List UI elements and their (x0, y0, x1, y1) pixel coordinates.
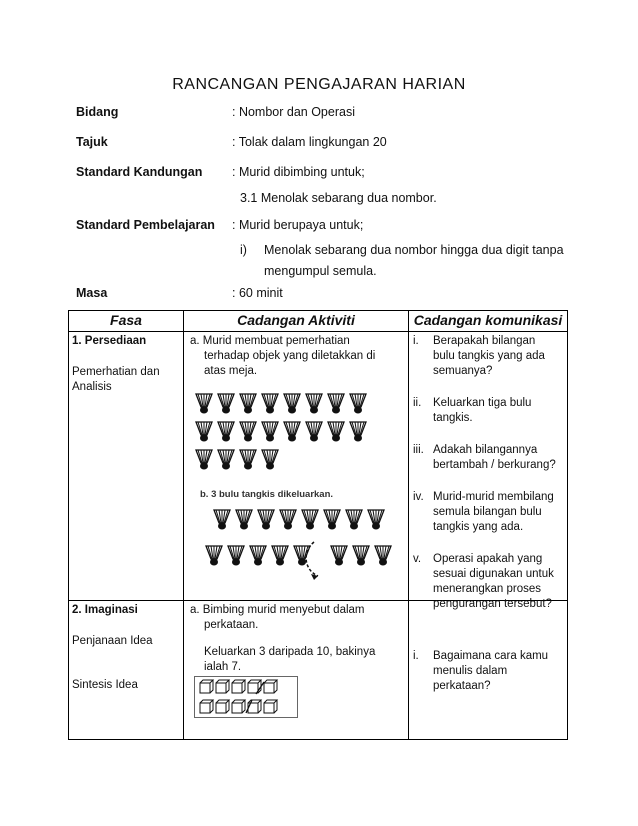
comm-item-line: tangkis yang ada. (433, 521, 524, 533)
comm-item-line: bulu tangkis yang ada (433, 350, 545, 362)
row2-activity-b2: ialah 7. (204, 661, 242, 673)
shuttlecock-icon (294, 546, 310, 566)
row2-comm-line3: perkataan? (433, 680, 491, 692)
comm-item-line: bertambah / berkurang? (433, 459, 556, 471)
lesson-table (68, 310, 568, 740)
row2-comm-cell (409, 601, 568, 740)
comm-item-line: semula bilangan bulu (433, 506, 542, 518)
row2-comm-number: i. (413, 650, 419, 662)
row1-comm-cell (409, 332, 568, 610)
comm-item-line: sesuai digunakan untuk (433, 568, 554, 580)
comm-item-line: semuanya? (433, 365, 493, 377)
masa-value: : 60 minit (232, 286, 283, 300)
shuttlecock-icon (284, 422, 300, 442)
row2-activity-cell (184, 601, 409, 740)
sp-item-number: i) (240, 243, 247, 257)
cube-icon (232, 700, 245, 713)
removed-shuttlecock-icon (353, 546, 369, 566)
row1-phase-cell (69, 332, 184, 601)
standard-pembelajaran-value: : Murid berupaya untuk; (232, 218, 364, 232)
row2-activity-b1: Keluarkan 3 daripada 10, bakinya (204, 646, 376, 658)
shuttlecock-icon (284, 394, 300, 414)
header-aktiviti: Cadangan Aktiviti (184, 311, 409, 332)
cube-icon (264, 700, 277, 713)
shuttlecock-icon (280, 510, 296, 530)
cube-icon (248, 680, 261, 693)
bidang-label: Bidang (76, 105, 119, 119)
shuttlecock-icon (218, 450, 234, 470)
sp-item-line2: mengumpul semula. (264, 264, 377, 278)
shuttlecock-icon (368, 510, 384, 530)
cube-icon (200, 700, 213, 713)
shuttlecock-icon (324, 510, 340, 530)
cube-icon (200, 680, 213, 693)
shuttlecock-icon (214, 510, 230, 530)
cube-icon (216, 680, 229, 693)
standard-kandungan-label: Standard Kandungan (76, 165, 203, 179)
comm-item-line: Operasi apakah yang (433, 553, 543, 565)
tajuk-label: Tajuk (76, 135, 108, 149)
row2-phase-title: 2. Imaginasi (72, 604, 138, 616)
shuttlecock-icon (346, 510, 362, 530)
comm-item-line: Keluarkan tiga bulu (433, 397, 532, 409)
shuttlecock-icon (250, 546, 266, 566)
row2-phase-line2: Sintesis Idea (72, 679, 138, 691)
shuttlecock-icon (262, 450, 278, 470)
shuttlecock-icon (240, 450, 256, 470)
comm-item-line: pengurangan tersebut? (433, 598, 552, 610)
comm-item-number: i. (413, 335, 419, 347)
shuttlecock-icon (206, 546, 222, 566)
shuttlecock-icon (258, 510, 274, 530)
shuttlecock-icon (350, 422, 366, 442)
shuttlecock-icon (262, 394, 278, 414)
comm-item-line: Murid-murid membilang (433, 491, 554, 503)
shuttlecock-icon (218, 394, 234, 414)
row1-activity-a3: atas meja. (204, 365, 258, 377)
comm-item-number: iii. (413, 444, 424, 456)
shuttlecock-icon (196, 394, 212, 414)
standard-kandungan-item: 3.1 Menolak sebarang dua nombor. (240, 191, 437, 205)
cube-icon (216, 700, 229, 713)
comm-item-line: Adakah bilangannya (433, 444, 538, 456)
shuttlecock-icon (196, 450, 212, 470)
standard-pembelajaran-label: Standard Pembelajaran (76, 218, 215, 232)
standard-kandungan-value: : Murid dibimbing untuk; (232, 165, 365, 179)
shuttlecock-icon (228, 546, 244, 566)
header-komunikasi: Cadangan komunikasi (409, 311, 568, 332)
comm-item-number: iv. (413, 491, 424, 503)
sp-item-line1: Menolak sebarang dua nombor hingga dua digit tanpa (264, 243, 564, 257)
row1-activity-a2: terhadap objek yang diletakkan di (204, 350, 376, 362)
bidang-value: : Nombor dan Operasi (232, 105, 355, 119)
comm-item-line: menerangkan proses (433, 583, 542, 595)
shuttlecock-icon (196, 422, 212, 442)
row1-phase-title: 1. Persediaan (72, 335, 147, 347)
row1-activity-a1: a. Murid membuat pemerhatian (190, 335, 350, 347)
header-fasa: Fasa (69, 311, 184, 332)
shuttlecock-icon (240, 394, 256, 414)
removed-shuttlecock-icon (375, 546, 391, 566)
comm-item-number: ii. (413, 397, 422, 409)
shuttlecock-icon (328, 422, 344, 442)
cubes-image (194, 676, 298, 718)
shuttlecock-icon (328, 394, 344, 414)
shuttlecock-icon (240, 422, 256, 442)
cube-icon (248, 700, 261, 713)
row2-comm-line1: Bagaimana cara kamu (433, 650, 549, 662)
tajuk-value: : Tolak dalam lingkungan 20 (232, 135, 387, 149)
row1-phase-line1: Pemerhatian dan (72, 366, 160, 378)
row2-activity-a1: a. Bimbing murid menyebut dalam (190, 604, 365, 616)
cube-icon (264, 680, 277, 693)
row1-activity-cell (184, 332, 409, 601)
removed-shuttlecock-icon (331, 546, 347, 566)
shuttlecock-icon (302, 510, 318, 530)
image-caption: b. 3 bulu tangkis dikeluarkan. (200, 489, 334, 500)
row2-phase-cell (69, 601, 184, 740)
comm-item-number: v. (413, 553, 422, 565)
row2-phase-line1: Penjanaan Idea (72, 635, 153, 647)
shuttlecock-icon (272, 546, 288, 566)
shuttlecock-icon (306, 394, 322, 414)
shuttlecock-icon (350, 394, 366, 414)
row2-comm-line2: menulis dalam (433, 665, 508, 677)
shuttlecock-icon (236, 510, 252, 530)
row2-activity-a2: perkataan. (204, 619, 259, 631)
row1-phase-line2: Analisis (72, 381, 112, 393)
shuttlecock-icon (306, 422, 322, 442)
shuttlecock-icon (262, 422, 278, 442)
masa-label: Masa (76, 286, 108, 300)
cube-icon (232, 680, 245, 693)
shuttlecock-icon (218, 422, 234, 442)
page-title: RANCANGAN PENGAJARAN HARIAN (172, 76, 466, 93)
comm-item-line: tangkis. (433, 412, 473, 424)
comm-item-line: Berapakah bilangan (433, 335, 536, 347)
